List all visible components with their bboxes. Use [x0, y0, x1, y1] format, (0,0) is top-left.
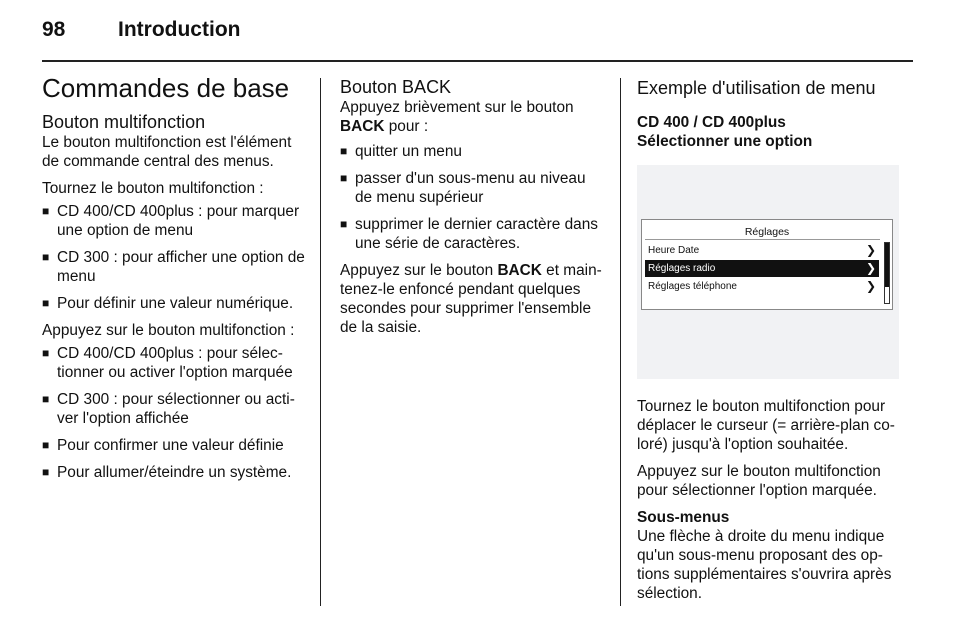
- chevron-right-icon: ❯: [865, 261, 876, 275]
- screen-divider: [645, 239, 880, 240]
- column-basic-controls: [42, 72, 306, 490]
- column-menu-example: [637, 77, 912, 603]
- model-heading: CD 400 / CD 400plus: [637, 114, 786, 131]
- back-key-label: BACK: [340, 118, 385, 135]
- list-item: ■ CD 400/CD 400plus : pour marquer une option de menu: [42, 202, 306, 240]
- submenu-paragraph: Une flèche à droite du menu indique qu'un sous-menu proposant des op‐tions supplémentaires s'ouvrira après sélection.: [637, 528, 892, 602]
- column-divider-2: [620, 78, 621, 606]
- turn-list: [42, 202, 306, 313]
- list-item: ■ quitter un menu: [340, 142, 606, 161]
- screen-menu-row: Réglages téléphone ❯: [648, 279, 876, 293]
- turn-lead: Tournez le bouton multifonction :: [42, 180, 264, 197]
- list-item: ■ Pour définir une valeur numérique.: [42, 294, 306, 313]
- screen-title: Réglages: [744, 226, 790, 238]
- screen-menu-row: Heure Date ❯: [648, 243, 876, 257]
- list-item: ■ CD 300 : pour afficher une option de menu: [42, 248, 306, 286]
- list-item: ■ Pour confirmer une valeur définie: [42, 436, 306, 455]
- subsection-title: Bouton BACK: [340, 77, 452, 97]
- chapter-title: Introduction: [118, 18, 241, 41]
- display-screen: [641, 219, 893, 310]
- back-list: [340, 142, 606, 253]
- cursor-paragraph: Tournez le bouton multifonction pour déplacer le curseur (= arrière-plan co‐loré) jusqu'à l'option souhaitée.: [637, 398, 895, 453]
- column-back-button: [340, 77, 606, 345]
- list-item: ■ supprimer le dernier caractère dans une série de caractères.: [340, 215, 606, 253]
- list-item: ■ CD 300 : pour sélectionner ou acti‐ver l'option affichée: [42, 390, 306, 428]
- column-divider-1: [320, 78, 321, 606]
- back-hold-paragraph: Appuyez sur le bouton BACK et main‐tenez-le enfoncé pendant quelques secondes pour supprimer l'ensemble de la saisie.: [340, 262, 602, 336]
- back-lead: Appuyez brièvement sur le bouton BACK pour :: [340, 99, 574, 135]
- submenu-heading: Sous-menus: [637, 509, 730, 526]
- chevron-right-icon: ❯: [865, 279, 876, 293]
- screen-menu-row-selected: Réglages radio ❯: [645, 260, 879, 277]
- list-item: ■ passer d'un sous-menu au niveau de menu supérieur: [340, 169, 606, 207]
- page-header: [42, 18, 240, 42]
- intro-paragraph: Le bouton multifonction est l'élément de commande central des menus.: [42, 134, 292, 170]
- header-rule: [42, 60, 913, 62]
- select-heading: Sélectionner une option: [637, 133, 813, 150]
- list-item: ■ CD 400/CD 400plus : pour sélec‐tionner ou activer l'option marquée: [42, 344, 306, 382]
- chevron-right-icon: ❯: [865, 243, 876, 257]
- press-lead: Appuyez sur le bouton multifonction :: [42, 322, 295, 339]
- select-paragraph: Appuyez sur le bouton multifonction pour sélectionner l'option marquée.: [637, 463, 881, 499]
- display-illustration: [637, 165, 899, 379]
- press-list: [42, 344, 306, 482]
- subsection-title: Bouton multifonction: [42, 112, 206, 132]
- subsection-title: Exemple d'utilisation de menu: [637, 78, 876, 98]
- page-number: 98: [42, 18, 66, 41]
- back-key-label: BACK: [497, 262, 542, 279]
- section-title: Commandes de base: [42, 73, 290, 103]
- list-item: ■ Pour allumer/éteindre un système.: [42, 463, 306, 482]
- screen-scrollbar: [884, 242, 890, 304]
